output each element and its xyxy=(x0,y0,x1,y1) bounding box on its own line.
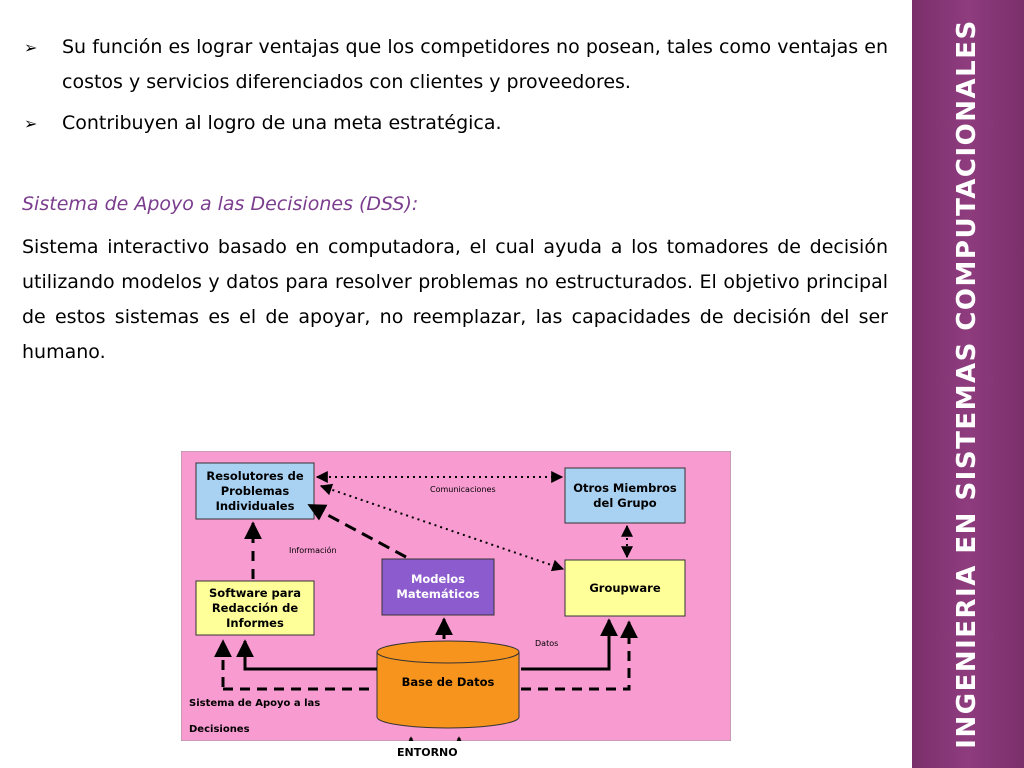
datos-label: Datos xyxy=(535,639,559,648)
section-title: Sistema de Apoyo a las Decisiones (DSS): xyxy=(22,193,419,215)
arrow-bullet-icon: ➢ xyxy=(24,114,38,133)
arrow-bullet-icon: ➢ xyxy=(24,38,38,57)
sistema-apoyo-label: Sistema de Apoyo a las Decisiones xyxy=(189,698,321,735)
database-top xyxy=(377,641,519,663)
bullet-text: Su función es lograr ventajas que los competidores no posean, tales como ventajas en costos y servicios diferenciados con clientes y proveedores. xyxy=(62,36,888,93)
comunicaciones-label: Comunicaciones xyxy=(430,485,496,494)
bullet-text: Contribuyen al logro de una meta estratégica. xyxy=(62,112,502,134)
otros-miembros-label: Otros Miembros del Grupo xyxy=(573,480,677,510)
informacion-label: Información xyxy=(289,546,337,555)
entorno-label: ENTORNO xyxy=(397,746,458,759)
modelos-label: Modelos Matemáticos xyxy=(396,572,480,601)
section-paragraph: Sistema interactivo basado en computadora, el cual ayuda a los tomadores de decisión utilizando modelos y datos para resolver problemas no estructurados. El objetivo principal de estos sistemas es el de apoyar, no reemplazar, las capacidades de decisión del ser humano. xyxy=(22,236,888,363)
groupware-label: Groupware xyxy=(589,580,661,595)
dss-diagram xyxy=(181,451,731,741)
base-datos-label: Base de Datos xyxy=(401,674,495,689)
resolutores-label: Resolutores de Problemas Individuales xyxy=(206,468,304,513)
bullet-item xyxy=(22,106,888,141)
bullet-list xyxy=(22,30,888,141)
software-label: Software para Redacción de Informes xyxy=(209,585,301,630)
slide-content xyxy=(22,30,888,370)
bullet-item xyxy=(22,30,888,100)
sidebar-title: INGENIERIA EN SISTEMAS COMPUTACIONALES xyxy=(952,19,982,749)
